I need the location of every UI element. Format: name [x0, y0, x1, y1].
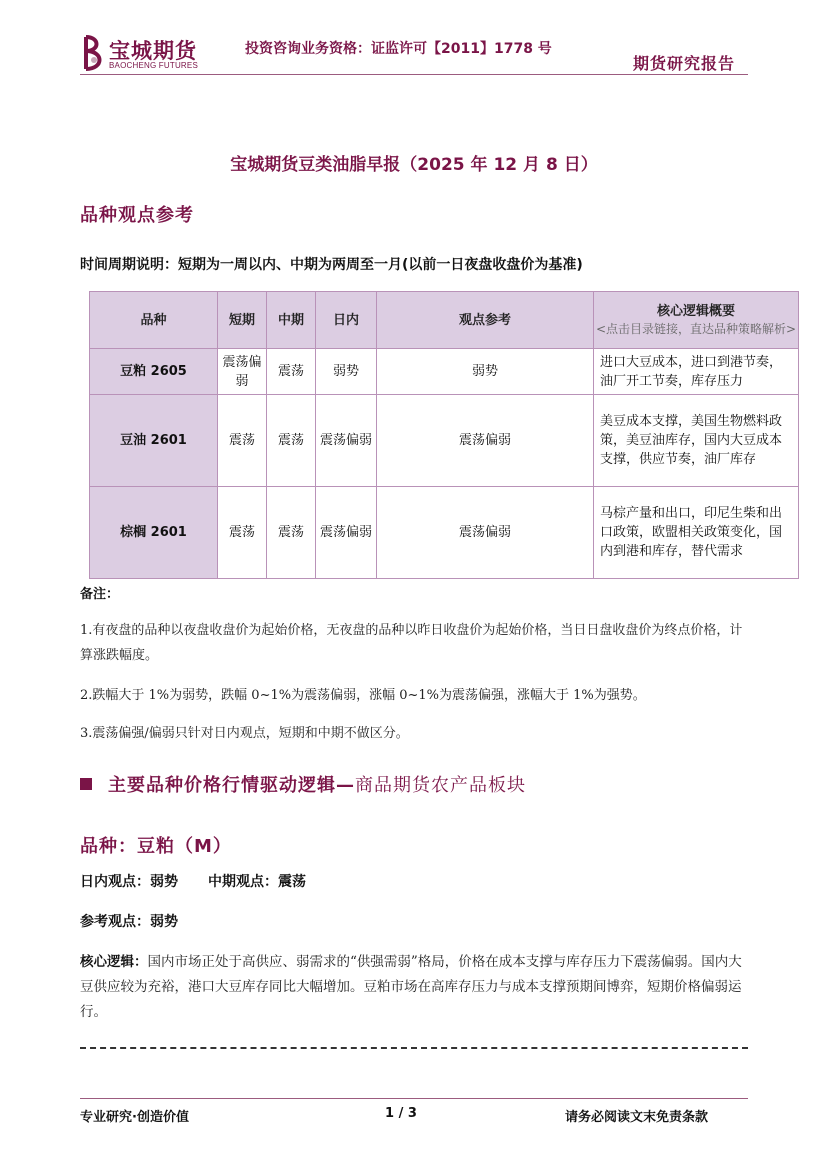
disclaimer-note: 请务必阅读文末免责条款 — [565, 1110, 709, 1125]
section-heading-bold: 主要品种价格行情驱动逻辑— — [108, 775, 355, 796]
note-item: 1.有夜盘的品种以夜盘收盘价为起始价格，无夜盘的品种以昨日收盘价为起始价格，当日日盘收盘价为终点价格，计算涨跌幅度。 — [80, 623, 743, 663]
logo-text-cn: 宝城期货 — [109, 39, 197, 63]
logic-cell: 美豆成本支撑，美国生物燃料政策，美豆油库存，国内大豆成本支撑，供应节奏，油厂库存 — [594, 395, 799, 487]
section-heading-rest: 商品期货农产品板块 — [355, 775, 526, 796]
views-table — [89, 291, 799, 579]
footer-divider — [80, 1098, 748, 1099]
core-logic-link-hint[interactable]: <点击目录链接，直达品种策略解析> — [595, 322, 797, 336]
view-cell: 弱势 — [377, 349, 594, 395]
short-cell: 震荡 — [218, 487, 267, 579]
core-logic-title: 核心逻辑概要 — [656, 304, 735, 319]
short-cell: 震荡 — [218, 395, 267, 487]
period-note: 时间周期说明：短期为一周以内、中期为两周至一月(以前一日夜盘收盘价为基准) — [80, 257, 583, 273]
header-core-logic[interactable] — [594, 292, 799, 349]
note-item: 2.跌幅大于 1%为弱势，跌幅 0~1%为震荡偏弱，涨幅 0~1%为震荡偏强，涨幅大于 1%为强势。 — [80, 688, 646, 703]
logo-text-en: BAOCHENG FUTURES — [109, 61, 198, 70]
table-header-row — [90, 292, 799, 349]
license-text: 投资咨询业务资格：证监许可【2011】1778 号 — [245, 41, 552, 57]
section-heading-drivers — [80, 771, 526, 797]
mid-view: 中期观点：震荡 — [208, 874, 306, 890]
view-cell: 震荡偏弱 — [377, 487, 594, 579]
bc-logo-icon — [82, 34, 106, 72]
intraday-cell: 弱势 — [316, 349, 377, 395]
section-heading-views: 品种观点参考 — [80, 205, 194, 226]
intraday-cell: 震荡偏弱 — [316, 395, 377, 487]
core-logic-label: 核心逻辑： — [80, 954, 148, 970]
header-mid: 中期 — [267, 292, 316, 349]
document-title: 宝城期货豆类油脂早报（2025 年 12 月 8 日） — [230, 155, 598, 175]
page-number: 1 / 3 — [385, 1106, 417, 1121]
logic-cell: 进口大豆成本，进口到港节奏，油厂开工节奏，库存压力 — [594, 349, 799, 395]
intraday-view: 日内观点：弱势 — [80, 874, 178, 890]
header-short: 短期 — [218, 292, 267, 349]
mid-cell: 震荡 — [267, 395, 316, 487]
reference-view: 参考观点：弱势 — [80, 914, 178, 930]
header-view: 观点参考 — [377, 292, 594, 349]
mid-cell: 震荡 — [267, 349, 316, 395]
table-row — [90, 349, 799, 395]
header-intraday: 日内 — [316, 292, 377, 349]
view-summary — [80, 871, 306, 891]
table-row — [90, 487, 799, 579]
variety-cell[interactable]: 豆油 2601 — [90, 395, 218, 487]
intraday-cell: 震荡偏弱 — [316, 487, 377, 579]
footer-slogan: 专业研究·创造价值 — [80, 1110, 189, 1125]
report-type: 期货研究报告 — [633, 54, 736, 73]
square-bullet-icon — [80, 778, 92, 790]
variety-heading: 品种：豆粕（M） — [80, 836, 232, 857]
notes-heading: 备注： — [80, 587, 120, 602]
variety-cell[interactable]: 棕榈 2601 — [90, 487, 218, 579]
header-variety: 品种 — [90, 292, 218, 349]
core-logic-text: 国内市场正处于高供应、弱需求的“供强需弱”格局，价格在成本支撑与库存压力下震荡偏弱。国内大豆供应较为充裕，港口大豆库存同比大幅增加。豆粕市场在高库存压力与成本支撑预期间博弈，短期价格偏弱运行。 — [80, 954, 742, 1020]
header-divider — [80, 74, 748, 75]
note-item: 3.震荡偏强/偏弱只针对日内观点，短期和中期不做区分。 — [80, 726, 409, 741]
company-logo — [82, 34, 212, 74]
core-logic-paragraph — [80, 950, 748, 1025]
dashed-divider — [80, 1047, 748, 1049]
variety-cell[interactable]: 豆粕 2605 — [90, 349, 218, 395]
logic-cell: 马棕产量和出口，印尼生柴和出口政策，欧盟相关政策变化，国内到港和库存，替代需求 — [594, 487, 799, 579]
table-row — [90, 395, 799, 487]
short-cell: 震荡偏弱 — [218, 349, 267, 395]
mid-cell: 震荡 — [267, 487, 316, 579]
view-cell: 震荡偏弱 — [377, 395, 594, 487]
